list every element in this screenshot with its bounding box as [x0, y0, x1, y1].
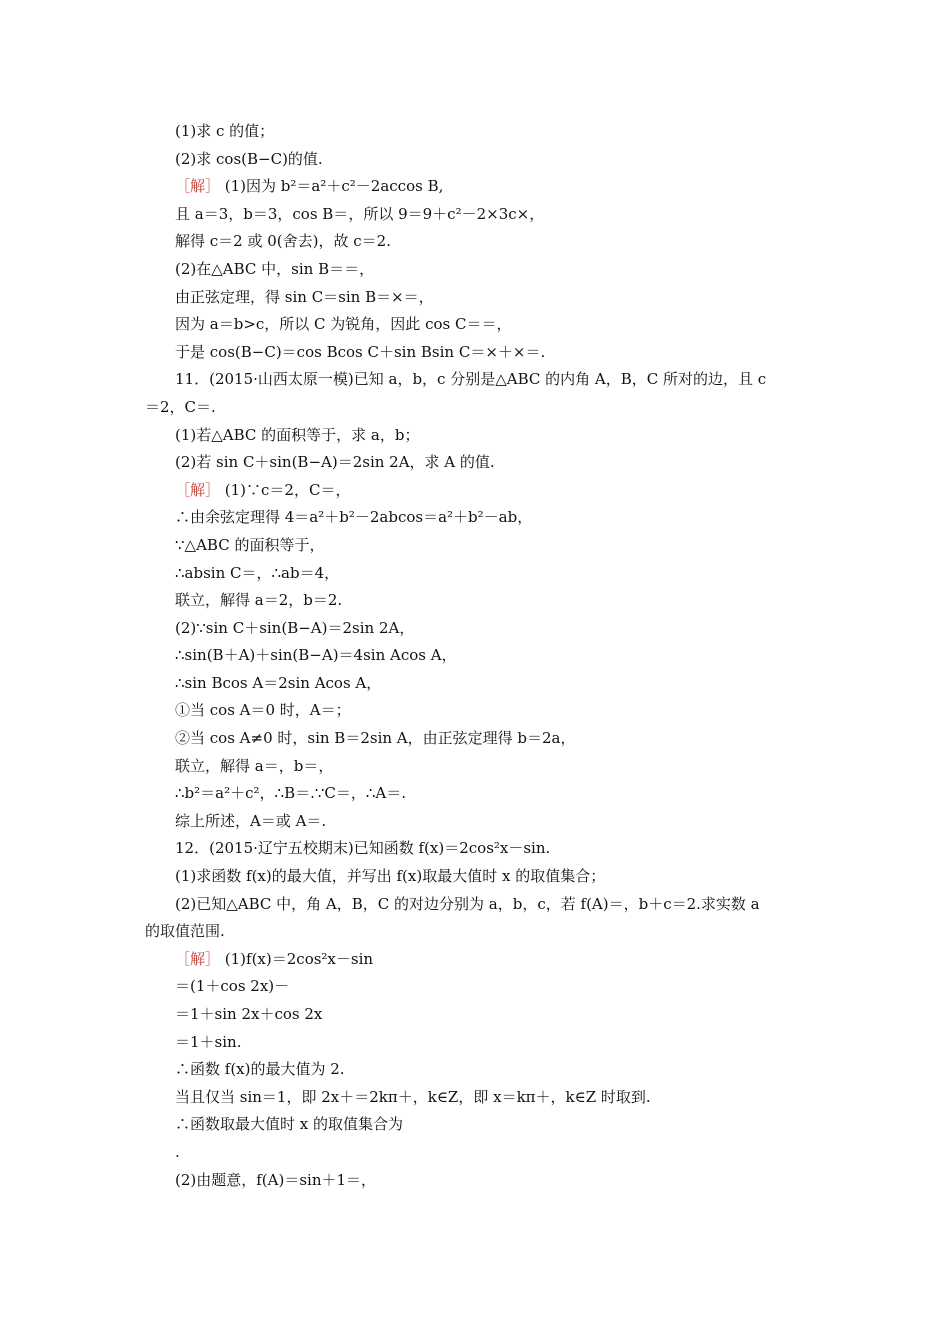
- text-line: [145, 973, 815, 1001]
- line-text: (2)在△ABC 中，sin B＝＝，: [175, 259, 375, 278]
- line-text: ∴absin C＝，∴ab＝4，: [175, 563, 340, 582]
- line-text: (2)若 sin C＋sin(B−A)＝2sin 2A，求 A 的值.: [175, 453, 495, 472]
- text-line: [145, 835, 815, 863]
- line-text: .: [175, 1142, 180, 1161]
- text-line: [145, 1139, 815, 1167]
- text-line: [145, 780, 815, 808]
- line-text: ＝1＋sin.: [175, 1032, 242, 1051]
- line-text: ＝2，C＝.: [145, 397, 216, 416]
- text-line: [145, 173, 815, 201]
- line-text: (1)f(x)＝2cos²x－sin: [220, 949, 374, 968]
- line-text: 联立，解得 a＝，b＝，: [175, 756, 334, 775]
- line-text: 由正弦定理，得 sin C＝sin B＝×＝，: [175, 287, 434, 306]
- line-text: ∴函数取最大值时 x 的取值集合为: [175, 1115, 403, 1134]
- solution-tag: ［解］: [175, 949, 221, 968]
- text-line: [145, 284, 815, 312]
- line-text: ∴b²＝a²＋c²，∴B＝.∵C＝，∴A＝.: [175, 784, 407, 803]
- text-line: [145, 1167, 815, 1195]
- text-line: [145, 311, 815, 339]
- text-line: [145, 1056, 815, 1084]
- line-text: 综上所述，A＝或 A＝.: [175, 811, 327, 830]
- line-text: 12．(2015·辽宁五校期末)已知函数 f(x)＝2cos²x－sin.: [175, 839, 551, 858]
- text-line: [145, 697, 815, 725]
- text-line: [145, 394, 815, 422]
- line-text: 当且仅当 sin＝1，即 2x＋＝2kπ＋，k∈Z，即 x＝kπ＋，k∈Z 时取到.: [175, 1087, 651, 1106]
- solution-tag: ［解］: [175, 177, 221, 196]
- line-text: (1)求函数 f(x)的最大值，并写出 f(x)取最大值时 x 的取值集合；: [175, 867, 606, 886]
- line-text: (1)若△ABC 的面积等于，求 a，b；: [175, 425, 420, 444]
- solution-tag: ［解］: [175, 480, 221, 499]
- line-text: (2)求 cos(B−C)的值.: [175, 149, 323, 168]
- line-text: 因为 a＝b>c，所以 C 为锐角，因此 cos C＝＝，: [175, 315, 512, 334]
- line-text: (2)已知△ABC 中，角 A，B，C 的对边分别为 a，b，c，若 f(A)＝，b＋c＝2.求实数 a: [175, 894, 760, 913]
- text-line: [145, 1111, 815, 1139]
- text-line: [145, 366, 815, 394]
- text-line: [145, 946, 815, 974]
- text-line: [145, 1084, 815, 1112]
- line-text: 于是 cos(B−C)＝cos Bcos C＋sin Bsin C＝×＋×＝.: [175, 342, 546, 361]
- line-text: 且 a＝3，b＝3，cos B＝，所以 9＝9＋c²－2×3c×，: [175, 204, 545, 223]
- text-line: [145, 477, 815, 505]
- text-line: [145, 863, 815, 891]
- text-line: [145, 339, 815, 367]
- text-line: [145, 918, 815, 946]
- line-text: (1)因为 b²＝a²＋c²－2accos B,: [220, 177, 444, 196]
- line-text: ＝1＋sin 2x＋cos 2x: [175, 1005, 323, 1023]
- text-line: [145, 808, 815, 836]
- text-line: [145, 256, 815, 284]
- line-text: (1)∵c＝2，C＝，: [220, 480, 351, 499]
- line-text: ∴函数 f(x)的最大值为 2.: [175, 1060, 345, 1079]
- line-text: (1)求 c 的值；: [175, 122, 275, 140]
- line-text: ＝(1＋cos 2x)－: [175, 977, 290, 996]
- text-line: [145, 449, 815, 477]
- text-line: [145, 891, 815, 919]
- line-text: ∴sin(B＋A)＋sin(B−A)＝4sin Acos A，: [175, 646, 457, 665]
- text-line: [145, 1029, 815, 1057]
- text-line: [145, 615, 815, 643]
- text-line: [145, 146, 815, 174]
- line-text: ①当 cos A＝0 时，A＝；: [175, 701, 351, 720]
- line-text: (2)由题意，f(A)＝sin＋1＝，: [175, 1170, 377, 1189]
- line-text: 联立，解得 a＝2，b＝2.: [175, 591, 343, 610]
- text-line: [145, 118, 815, 146]
- text-line: [145, 228, 815, 256]
- text-line: [145, 1001, 815, 1029]
- text-line: [145, 587, 815, 615]
- text-line: [145, 670, 815, 698]
- line-text: ∵△ABC 的面积等于，: [175, 535, 325, 554]
- line-text: 解得 c＝2 或 0(舍去)，故 c＝2.: [175, 232, 391, 251]
- line-text: ②当 cos A≠0 时，sin B＝2sin A，由正弦定理得 b＝2a，: [175, 729, 576, 748]
- text-line: [145, 201, 815, 229]
- text-line: [145, 532, 815, 560]
- line-text: ∴sin Bcos A＝2sin Acos A，: [175, 673, 382, 692]
- text-line: [145, 504, 815, 532]
- line-text: (2)∵sin C＋sin(B−A)＝2sin 2A，: [175, 618, 415, 637]
- text-line: [145, 642, 815, 670]
- text-line: [145, 422, 815, 450]
- text-line: [145, 560, 815, 588]
- text-line: [145, 725, 815, 753]
- line-text: ∴由余弦定理得 4＝a²＋b²－2abcos＝a²＋b²－ab，: [175, 508, 533, 527]
- line-text: 11．(2015·山西太原一模)已知 a，b，c 分别是△ABC 的内角 A，B，C 所对的边，且 c: [175, 370, 767, 389]
- line-text: 的取值范围.: [145, 922, 225, 941]
- text-line: [145, 753, 815, 781]
- document-body: [145, 118, 815, 1194]
